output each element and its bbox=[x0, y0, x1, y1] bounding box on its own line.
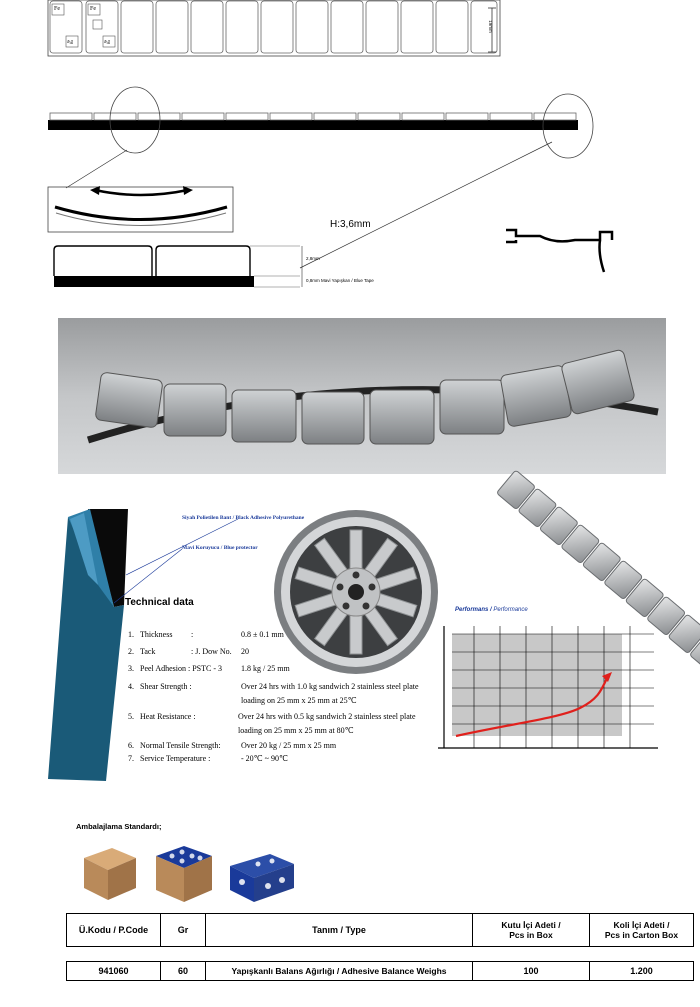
flex-detail bbox=[48, 186, 233, 232]
packaging-images bbox=[80, 842, 310, 904]
cardboard-box-icon bbox=[84, 848, 136, 900]
cell-box: 100 bbox=[473, 962, 590, 981]
product-table-header bbox=[66, 913, 694, 947]
tech-row-value: Over 24 hrs with 0.5 kg sandwich 2 stainless steel plate bbox=[238, 712, 416, 721]
tech-row: 2. Tack bbox=[128, 647, 156, 656]
technical-data-title: Technical data bbox=[125, 597, 194, 608]
tech-row-value: - 20℃ ~ 90℃ bbox=[241, 754, 288, 763]
tech-row: 7. Service Temperature : bbox=[128, 754, 211, 763]
fe-label: Fe bbox=[54, 6, 60, 12]
weight-strip-top-view bbox=[48, 0, 500, 56]
header-code: Ü.Kodu / P.Code bbox=[67, 914, 161, 947]
header-type: Tanım / Type bbox=[206, 914, 473, 947]
header-gr: Gr bbox=[161, 914, 206, 947]
h-label: H:3,6mm bbox=[330, 219, 371, 230]
blue-box-icon bbox=[230, 854, 294, 902]
tech-row-extra: loading on 25 mm x 25 mm at 80℃ bbox=[238, 726, 354, 735]
tech-row-sep: : J. Dow No. bbox=[191, 647, 232, 656]
header-box: Kutu İçi Adeti / Pcs in Box bbox=[473, 914, 590, 947]
cell-type: Yapışkanlı Balans Ağırlığı / Adhesive Balance Weighs bbox=[206, 962, 473, 981]
callout-black-band: Siyah Polietilen Bant / Black Adhesive Polyurethane bbox=[182, 515, 305, 521]
tech-row: 3. Peel Adhesion : PSTC - 3 bbox=[128, 664, 223, 673]
tech-row: 5. Heat Resistance : bbox=[128, 712, 196, 721]
table-row bbox=[67, 962, 694, 981]
performance-title: Performans / Performance bbox=[455, 607, 528, 613]
tech-row-value: 1.8 kg / 25 mm bbox=[241, 664, 290, 673]
product-table-row bbox=[66, 961, 694, 981]
tech-row-value: Over 24 hrs with 1.0 kg sandwich 2 stainless steel plate bbox=[241, 682, 419, 691]
cell-gr: 60 bbox=[161, 962, 206, 981]
rim-profile-icon bbox=[506, 230, 612, 272]
header-carton: Koli İçi Adeti / Pcs in Carton Box bbox=[590, 914, 694, 947]
fe-label-flipped: Fe bbox=[67, 38, 73, 44]
cell-carton: 1.200 bbox=[590, 962, 694, 981]
tech-row-value: Over 20 kg / 25 mm x 25 mm bbox=[241, 741, 337, 750]
fe-label: Fe bbox=[90, 6, 96, 12]
callout-blue-protector: Mavi Koruyucu / Blue protector bbox=[182, 545, 258, 551]
packaging-title: Ambalajlama Standardı; bbox=[76, 822, 162, 831]
cross-section bbox=[54, 246, 302, 287]
tech-row: 6. Normal Tensile Strength: bbox=[128, 741, 221, 750]
alloy-wheel-image bbox=[272, 506, 440, 678]
dim-thickness-label: 2,8mm bbox=[306, 256, 320, 261]
tech-row-extra: loading on 25 mm x 25 mm at 25℃ bbox=[241, 696, 357, 705]
tech-row: 1. Thickness bbox=[128, 630, 173, 639]
dim-height-label: 19mm bbox=[487, 20, 493, 33]
tech-row-value: 0.8 ± 0.1 mm bbox=[241, 630, 284, 639]
cell-code: 941060 bbox=[67, 962, 161, 981]
performance-chart bbox=[430, 616, 660, 756]
technical-drawing bbox=[0, 0, 700, 300]
carton-box-icon bbox=[156, 846, 212, 902]
tech-row-value: 20 bbox=[241, 647, 249, 656]
tape-label: 0,8mm Mavi Yapışkan / Blue Tape bbox=[306, 278, 374, 283]
tech-row: 4. Shear Strength : bbox=[128, 682, 192, 691]
fe-label-flipped: Fe bbox=[104, 38, 110, 44]
tech-row-sep: : bbox=[191, 630, 194, 639]
